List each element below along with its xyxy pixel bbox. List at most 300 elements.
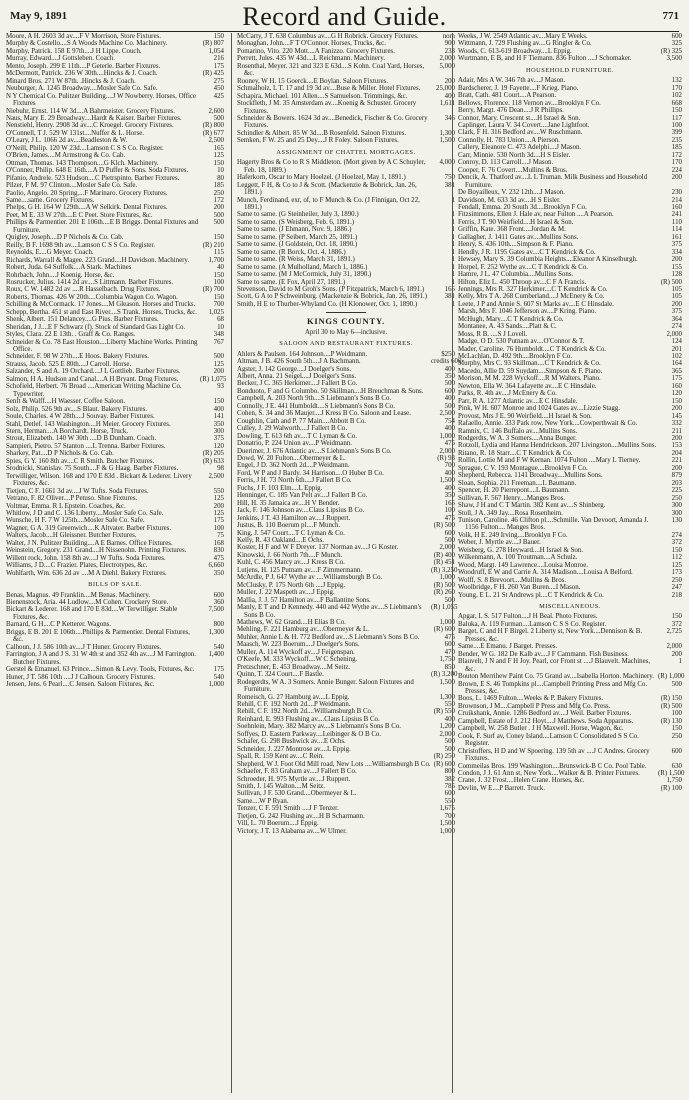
listing-entry xyxy=(458,55,682,62)
listing-entry xyxy=(458,219,682,226)
entry-amount: 128 xyxy=(671,271,682,279)
entry-amount: 224 xyxy=(671,166,682,174)
listing-entry xyxy=(458,226,682,233)
entry-text: Hamre, J L. 47 Columbia....Mullins Sons. xyxy=(458,271,574,279)
listing-entry xyxy=(458,137,682,144)
entry-amount: 4,000 xyxy=(439,159,455,167)
entry-text: Mallia, J. J. 57 Hamilton av....F Ballantine Sons. xyxy=(237,596,371,604)
entry-text: Naus, Mary E. 29 Broadway....Hardt & Kaiser. Barber Fixtures. xyxy=(6,114,182,122)
entry-amount: 500 xyxy=(444,402,455,410)
entry-text: Munch, Ferdinand, exr, of, to F Munch & Co. (J Finnigan, Oct 22, 1891.) xyxy=(237,196,420,211)
entry-text: Schmalholz, L T. 17 and 19 3d av....Buse & Miller. Hotel Fixtures. xyxy=(237,85,421,93)
entry-text: Schaefer, F. 83 Graham av....J Fallert B Co. xyxy=(237,768,357,776)
entry-amount: 500 xyxy=(444,738,455,746)
entry-amount: 1,700 xyxy=(208,256,224,264)
entry-text: Connolly, J E. 441 Humboldt....S Liebmann's Sons B Co. xyxy=(237,402,395,410)
entry-text: Solz, Philip. 526 9th av....S Blaut. Bakery Fixtures. xyxy=(6,405,147,413)
listing-entry xyxy=(237,234,455,241)
entry-amount: (R) 550 xyxy=(433,708,455,716)
listing-entry xyxy=(6,450,224,457)
entry-text: Same to same. (G Steinheiler, July 3, 1890.) xyxy=(237,211,359,219)
entry-text: Young, E L. 21 St Andrews pl....C T Kendrick & Co. xyxy=(458,591,604,599)
entry-text: Engel, J D. 362 North 2d....P Weidmann. xyxy=(237,462,350,470)
page-number: 771 xyxy=(662,10,679,22)
entry-amount: 200 xyxy=(671,300,682,308)
entry-text: Srodnicki, Stanislav. 75 South....F & G Haag. Barber Fixtures. xyxy=(6,465,179,473)
listing-entry xyxy=(458,465,682,472)
entry-amount: 200 xyxy=(213,204,224,212)
entry-text: Minard Bros. 271 W 87th. .Hincks & J. Coach. xyxy=(6,77,136,85)
listing-entry xyxy=(6,279,224,286)
listing-entry xyxy=(458,100,682,107)
entry-text: Schneider & Bowers. 1624 3d av....Benedick, Fischer & Co. Grocery Fixtures. xyxy=(237,114,428,130)
listing-entry xyxy=(237,589,455,596)
entry-text: Stahl, Detlef. 143 Washington....H Meier. Grocery Fixtures. xyxy=(6,420,171,428)
entry-text: Williams, J D....C Frazier. Plates, Electrotypes, &c. xyxy=(6,562,148,570)
listing-entry xyxy=(6,48,224,55)
entry-amount: 165 xyxy=(213,144,224,152)
entry-amount: 500 xyxy=(213,114,224,122)
entry-text: Salzander, S and A. 19 Orchard....J L Gottlieb. Barber Fixtures. xyxy=(6,368,181,376)
listing-entry xyxy=(458,769,685,777)
entry-text: Leete, J P and Annie S. 607 St Marks av....E C Hinsdale. xyxy=(458,300,614,308)
entry-amount: 381 xyxy=(444,293,455,301)
entry-amount: 350 xyxy=(213,569,224,577)
entry-text: Brown, E S. 46 Tompkins pl....Campbell Printing Press and Mfg Co. Presses, &c. xyxy=(458,680,648,695)
entry-text: Victory, J T. 13 Alabama av....W Ulmer. xyxy=(237,827,347,835)
entry-amount: 550 xyxy=(444,700,455,708)
entry-amount: 170 xyxy=(671,159,682,167)
entry-amount: 1,054 xyxy=(208,47,224,55)
entry-text: Bardscherer, J. 19 Fayette....F Krieg. Piano. xyxy=(458,84,579,92)
entry-text: Newton, Ella W. 364 Lafayette av....E C Hinsdale. xyxy=(458,382,597,390)
entry-amount: 700 xyxy=(213,301,224,309)
listing-entry xyxy=(6,137,224,144)
entry-amount: 381 xyxy=(444,181,455,189)
entry-amount: 168 xyxy=(213,539,224,547)
listing-entry xyxy=(458,279,682,286)
listing-entry xyxy=(6,517,224,524)
entry-amount: 300 xyxy=(671,509,682,517)
entry-text: Smith, J. 145 Walton....M Seitz. xyxy=(237,782,325,790)
listing-entry xyxy=(237,100,455,115)
entry-text: Muller, A. 114 Wyckoff av....J Feigenspan. xyxy=(237,648,355,656)
listing-entry xyxy=(458,256,682,263)
entry-text: Walters, Jacob....H Gleissner. Butcher Fixtures. xyxy=(6,532,137,540)
entry-amount: 600 xyxy=(213,591,224,599)
entry-text: Woolbridge, F H. 260 Van Buren....I Mason. xyxy=(458,584,581,592)
entry-text: Kinowski, J. 66 North 7th....F Munch. xyxy=(237,551,343,559)
entry-text: Maasch, W. 223 Boerum....J Doelger's Sons. xyxy=(237,641,360,649)
entry-text: Griffin, Kate. 368 Front....Jordan & M. xyxy=(458,226,566,234)
listing-entry xyxy=(237,159,455,174)
listing-entry xyxy=(6,167,224,174)
entry-amount: 372 xyxy=(671,539,682,547)
entry-amount: 600 xyxy=(444,387,455,395)
listing-entry xyxy=(458,435,682,442)
entry-text: Tenzer, C F. 591 Smith ....J F Tenzer. xyxy=(237,805,339,813)
listing-entry xyxy=(237,48,455,55)
entry-amount: 1,750 xyxy=(439,656,455,664)
entry-amount: 346 xyxy=(444,114,455,122)
listing-entry xyxy=(237,805,455,812)
entry-text: Koster, H F and W F Dreyer. 137 Norman av....J G Koster. xyxy=(237,544,399,552)
entry-amount: 132 xyxy=(671,77,682,85)
entry-amount: 475 xyxy=(444,633,455,641)
listing-entry xyxy=(237,395,455,402)
entry-text: Kelly, R. 43 Oakland....E Ochs. xyxy=(237,537,325,544)
entry-text: Bickart & Lederer. 168 and 170 E 83d....W Terwilliger. Stable Fixtures, &c. xyxy=(6,606,178,621)
entry-amount: 211 xyxy=(671,427,682,435)
entry-text: Soule, Charles. 4 W 28th....J Souvay. Barber Fixtures. xyxy=(6,413,155,421)
entry-text: Same to same. (J Goldstein, Oct. 18, 1890.) xyxy=(237,241,358,249)
listing-entry xyxy=(237,279,455,286)
listing-entry xyxy=(6,606,224,621)
listing-entry xyxy=(458,777,682,784)
entry-text: Lutjens, H. 125 Putnam av....F Zimmermann. xyxy=(237,566,363,574)
entry-text: Horpel, F. 252 Wythe av....C T Kendrick & Co. xyxy=(458,263,589,271)
entry-text: Kuhl, C. 456 Marcy av....J Kress B Co. xyxy=(237,559,345,567)
entry-amount: 1 xyxy=(451,256,455,264)
entry-amount: (R) 210 xyxy=(202,241,224,249)
entry-amount: 300 xyxy=(213,428,224,436)
entry-amount: 668 xyxy=(671,99,682,107)
listing-entry xyxy=(6,130,224,137)
entry-text: Pink, W H. 607 Monroe and 1024 Gates av....Lizzie Stagg. xyxy=(458,405,620,413)
entry-amount: 100 xyxy=(213,524,224,532)
entry-text: Murray, Edward....J Gottsleben. Coach. xyxy=(6,55,116,63)
listing-entry xyxy=(237,790,455,797)
entry-amount: 2,000 xyxy=(439,730,455,738)
listing-entry xyxy=(237,492,455,499)
listing-entry xyxy=(458,159,682,166)
entry-text: Marsh, Mrs F. 1046 Jefferson av....P Kring. Piano. xyxy=(458,308,597,316)
entry-text: Quigley, Joseph....D P Nichols & Co. Cab. xyxy=(6,234,124,242)
entry-amount: 150 xyxy=(671,397,682,405)
entry-amount: 274 xyxy=(671,323,682,331)
entry-text: Morison, M M. 228 Wyckoff....R M Walters. Piano. xyxy=(458,375,601,383)
entry-amount: 150 xyxy=(671,107,682,115)
entry-amount: (R) 3,250 xyxy=(431,566,458,574)
entry-text: Terwilliger, Wilson. 168 and 170 E 83d . Bickart & Lederer. Livery Fixtures, &c. xyxy=(6,472,192,488)
entry-text: Moore, A H. 2603 3d av....F V Morrison, Store Fixtures. xyxy=(6,33,161,40)
listing-entry xyxy=(237,515,455,522)
listing-entry xyxy=(237,768,455,775)
entry-amount: 334 xyxy=(671,248,682,256)
entry-text: Muller, J. 22 Maspeth av....J Eppig. xyxy=(237,589,335,597)
listing-entry xyxy=(458,249,682,256)
entry-text: Christoffers, H D and W Spoering. 139 5th av ....J C Andres. Grocery Fixtures. xyxy=(458,747,650,763)
listing-entry xyxy=(237,694,455,701)
listing-entry xyxy=(6,435,224,442)
entry-amount: 110 xyxy=(671,218,682,226)
entry-amount: 382 xyxy=(444,775,455,783)
entry-text: Tietjen, G. 242 Flushing av....H B Scharmann. xyxy=(237,812,365,820)
entry-text: Perrett, Jules. 435 W 43d....L Reichmann. Machinery. xyxy=(237,55,385,63)
listing-entry xyxy=(458,353,682,360)
entry-amount: 400 xyxy=(213,405,224,413)
listing-entry xyxy=(237,641,455,648)
entry-text: Mento, Joseph. 299 E 11th....P Geterle. Barber Fixtures. xyxy=(6,62,161,70)
entry-text: Rosrucker, Julius. 1414 2d av....S Littmann. Barber Fixtures. xyxy=(6,278,174,286)
entry-amount: 879 xyxy=(671,472,682,480)
entry-amount: 150 xyxy=(213,271,224,279)
listing-entry xyxy=(237,440,455,447)
entry-amount: 600 xyxy=(444,641,455,649)
entry-text: Robert, Juda. 64 Suffolk....A Stark. Machines xyxy=(6,264,132,272)
section-heading: ASSIGNMENT OF CHATTEL MORTGAGES. xyxy=(276,148,416,156)
listing-entry xyxy=(6,55,224,62)
listing-entry xyxy=(237,470,455,477)
entry-amount: 1 xyxy=(451,196,455,204)
listing-entry xyxy=(458,681,682,696)
listing-entry xyxy=(6,681,224,688)
entry-amount: 375 xyxy=(671,308,682,316)
listing-entry xyxy=(458,368,682,375)
entry-text: Niebuhr, Ernst. 114 W 3d....A Bahrmeister. Grocery Fixtures. xyxy=(6,107,175,115)
section-heading: BILLS OF SALE. xyxy=(88,581,142,589)
entry-text: De Boyailleux, V. 232 12th....J Mason. xyxy=(458,189,565,197)
entry-text: Macedo, Allie D. 59 Suydam....Simpson & F. Piano. xyxy=(458,367,603,375)
entry-amount: 830 xyxy=(213,547,224,555)
entry-text: Schilling & McCormack. 17 Jones....M Gleason. Horses and Trucks. xyxy=(6,301,196,309)
listing-entry xyxy=(458,554,682,561)
entry-text: Albert, Anna. 21 Seigel....J Doelger's Sons. xyxy=(237,373,357,381)
listing-entry xyxy=(237,597,455,604)
entry-amount: 400 xyxy=(444,469,455,477)
entry-text: Parr, R A. 1277 Atlantic av....E C Hinsdale. xyxy=(458,397,578,405)
entry-amount: 164 xyxy=(671,360,682,368)
entry-text: Caplinger, Laura V. 34 Covert....Jane Lightfoot. xyxy=(458,121,590,129)
listing-entry xyxy=(458,532,682,539)
listing-entry xyxy=(6,368,224,375)
entry-amount: 375 xyxy=(213,435,224,443)
entry-text: Rotzoll, Lydia and Hanna Hendrickson. 207 Livingston....Mullins Sons. xyxy=(458,442,657,450)
section-heading: SALOON AND RESTAURANT FIXTURES. xyxy=(279,340,413,348)
entry-amount: (R) 205 xyxy=(202,450,224,458)
entry-text: Same to same. (R Borck, Oct. 4, 1886.) xyxy=(237,248,346,256)
entry-amount: 170 xyxy=(671,84,682,92)
section-subheading: April 30 to May 6—inclusive. xyxy=(304,328,388,336)
listing-entry xyxy=(237,241,455,248)
listing-entry xyxy=(6,473,224,488)
entry-amount: 233 xyxy=(444,47,455,55)
entry-amount: 450 xyxy=(213,85,224,93)
entry-amount: 200 xyxy=(671,256,682,264)
entry-amount: 145 xyxy=(671,412,682,420)
listing-entry xyxy=(458,271,682,278)
entry-amount: 400 xyxy=(444,715,455,723)
listing-entry xyxy=(458,331,682,338)
entry-text: Rehill, C F. 192 North 2d....P Weidmann. xyxy=(237,700,351,708)
entry-text: Coughlin, Cath and P. 77 Main....Abbott B Co. xyxy=(237,417,367,425)
entry-amount: 2,500 xyxy=(208,137,224,145)
entry-amount: (R) 600 xyxy=(433,626,455,634)
listing-entry xyxy=(237,649,455,656)
listing-entry xyxy=(237,418,455,425)
listing-entry xyxy=(6,108,224,115)
entry-amount: (R) 400 xyxy=(433,551,455,559)
entry-text: Wilkenmann, A. 100 Troutman....A Schulz. xyxy=(458,554,578,562)
entry-text: Jenkins, J T. 43 Hamilton av....J Ruppert. xyxy=(237,514,351,522)
entry-text: Weinstein, Gregory. 231 Grand....H Nissenohn. Printing Fixtures. xyxy=(6,547,187,555)
entry-amount: 80 xyxy=(217,174,224,182)
listing-entry xyxy=(6,562,224,569)
entry-text: O'Neill, Philip. 120 W 23d....Lamson C S S Co. Register. xyxy=(6,144,164,152)
entry-amount: 325 xyxy=(671,40,682,48)
listing-entry xyxy=(458,77,682,84)
entry-amount: 185 xyxy=(213,182,224,190)
entry-text: Schneider, J. 227 Montrose av....L Eppig. xyxy=(237,745,351,753)
entry-amount: 216 xyxy=(213,55,224,63)
listing-entry xyxy=(6,204,224,211)
entry-text: Justus, B. 110 Boerum pl....F Munch. xyxy=(237,522,341,530)
entry-text: Walter, J N. Pulitzer Building....A E Barnes. Office Fixtures. xyxy=(6,539,173,547)
listing-entry xyxy=(237,507,455,514)
entry-text: Schapira, Michael. 101 Allen....S Samuelson. Trimmings, &c. xyxy=(237,92,408,100)
entry-amount: 98 xyxy=(217,465,224,473)
entry-text: Rooney, W H. 15 Goerck....E Boylan. Saloon Fixtures. xyxy=(237,77,389,85)
entry-amount: 6,660 xyxy=(208,562,224,570)
listing-entry xyxy=(458,517,682,532)
entry-amount: (R) 100 xyxy=(660,784,682,792)
section-rule xyxy=(326,312,366,313)
entry-amount: 125 xyxy=(213,495,224,503)
listing-entry xyxy=(237,738,455,745)
entry-text: Sheridan, J J....E F Schwarz (f). Stock of Standard Gas Light Co. xyxy=(6,323,186,331)
entry-text: McHugh, Mary....C T Kendrick & Co. xyxy=(458,315,564,323)
entry-amount: 1,400 xyxy=(208,651,224,659)
entry-amount: 25,000 xyxy=(436,85,455,93)
entry-text: Shepherd, W J. Foot Old Mill road, New Lots ....Williamsburgh B Co. xyxy=(237,760,431,768)
entry-text: Fuchs, J F. 103 Elm....L Eppig. xyxy=(237,484,323,492)
entry-text: Shaw, J H and C T Martin. 382 Kent av....S Shinberg. xyxy=(458,502,606,510)
entry-text: Same to same. (S Weisberg, Feb. 6, 1891.) xyxy=(237,218,355,226)
entry-amount: 500 xyxy=(213,353,224,361)
entry-text: Cooper, F. 76 Covert....Mullins & Bros. xyxy=(458,166,568,174)
entry-amount: (R) 325 xyxy=(660,47,682,55)
entry-text: Rohrbach, John....J Koenig. Horse, &c. xyxy=(6,271,115,279)
entry-amount: 102 xyxy=(671,92,682,100)
entry-text: Clark, F H. 316 Bedford av....W Ruschmann. xyxy=(458,129,583,137)
listing-entry xyxy=(458,144,682,151)
entry-amount: 785 xyxy=(444,782,455,790)
entry-text: Smith, H E to Thurber-Whyland Co. (H Klonower, Oct. 1, 1890.) xyxy=(237,300,418,308)
entry-amount: 125 xyxy=(213,360,224,368)
entry-amount: (R) 250 xyxy=(433,753,455,761)
listing-entry xyxy=(6,190,224,197)
entry-text: Shepherd, Rebecca. 1141 Broadway....Mullins Sons. xyxy=(458,472,603,480)
entry-amount: 300 xyxy=(671,502,682,510)
entry-text: Sullivan, J F. 530 Grand....Obermeyer & L. xyxy=(237,790,357,798)
entry-text: Agster, J. 142 George....J Doelger's Sons. xyxy=(237,365,352,373)
entry-text: Schafer, G. 298 Bushwick av....E Ochs. xyxy=(237,738,346,746)
entry-amount: 2,000 xyxy=(439,447,455,455)
listing-entry xyxy=(237,211,455,218)
entry-amount: 550 xyxy=(444,797,455,805)
entry-text: O'Connell, T J. 529 W 131st....Nuffer & L. Horse. xyxy=(6,129,145,137)
entry-text: Hill, H. 35 Jamaica av....H V Bender. xyxy=(237,499,340,507)
entry-amount: 2,000 xyxy=(666,643,682,651)
listing-entry xyxy=(458,613,682,620)
entry-amount: 68 xyxy=(217,316,224,324)
listing-entry xyxy=(6,525,224,532)
listing-entry xyxy=(458,167,682,174)
entry-text: King, J. 547 Court....T C Lyman & Co. xyxy=(237,529,345,537)
entry-amount: 10 xyxy=(217,167,224,175)
listing-entry xyxy=(237,485,455,492)
entry-amount: 150 xyxy=(213,398,224,406)
entry-text: Spall, R. 159 Kent av....C Rein. xyxy=(237,753,324,761)
entry-amount: 1,200 xyxy=(439,723,455,731)
entry-amount: 500 xyxy=(444,380,455,388)
entry-text: Tietjen, C F. 1661 3d av....J W Tufts. Soda Fixtures. xyxy=(6,487,149,495)
entry-text: Weeks, J W. 2549 Atlantic av....Mary E Weeks. xyxy=(458,33,588,40)
listing-entry xyxy=(458,375,682,382)
entry-amount: 425 xyxy=(213,92,224,100)
listing-entry xyxy=(458,40,682,47)
entry-text: Rehill, C F. 192 North 2d....Williamsburgh B Co. xyxy=(237,708,373,716)
listing-entry xyxy=(6,555,224,562)
listing-entry xyxy=(6,666,224,673)
entry-text: Gerstel & Emanuel. 63 Prince....Simon & Levy. Tools, Fixtures, &c. xyxy=(6,666,195,674)
entry-amount: 172 xyxy=(213,196,224,204)
listing-entry xyxy=(6,532,224,539)
issue-date: May 9, 1891 xyxy=(10,10,68,22)
entry-text: Devlin, W E....P Barrett. Truck. xyxy=(458,784,545,792)
entry-amount: 93 xyxy=(217,383,224,391)
entry-amount: 221 xyxy=(671,457,682,465)
listing-entry xyxy=(458,457,682,464)
entry-amount: 160 xyxy=(671,203,682,211)
entry-amount: 1 xyxy=(451,278,455,286)
entry-amount: 600 xyxy=(671,747,682,755)
entry-text: Phelps, G H. 164 W 129th....A W Selkirk. Dental Fixtures. xyxy=(6,204,168,212)
listing-entry xyxy=(458,152,682,159)
entry-text: Same....W P Ryan. xyxy=(237,797,289,805)
entry-amount: 2,500 xyxy=(208,472,224,480)
entry-text: Ford, W P and J Bardy. 34 Harrison....O Huber B Co. xyxy=(237,469,384,477)
entry-text: Schindler & Albert. 85 W 3d....B Rosenfeld. Saloon Fixtures. xyxy=(237,129,407,137)
listing-entry xyxy=(6,234,224,241)
listing-entry xyxy=(237,256,455,263)
entry-amount: 540 xyxy=(213,643,224,651)
listing-entry xyxy=(458,695,682,702)
entry-amount: 1,000 xyxy=(208,680,224,688)
entry-text: Same to same. (P Seibert, March 25, 1891.) xyxy=(237,233,358,241)
listing-entry xyxy=(458,316,682,323)
entry-amount: 500 xyxy=(213,211,224,219)
entry-text: Woods, C. 613-619 Broadway....L Eppig. xyxy=(458,47,572,55)
listing-entry xyxy=(6,339,224,354)
entry-amount: (R) 425 xyxy=(202,70,224,78)
entry-text: O'Brien, James....M Armstrong & Co. Cab. xyxy=(6,152,126,160)
listing-entry xyxy=(6,488,224,495)
listing-entry xyxy=(458,293,682,300)
entry-text: Cruikshank, Annie. 1286 Bedford av....J Weil. Barber Fixtures. xyxy=(458,710,632,718)
listing-entry xyxy=(6,353,224,360)
listing-entry xyxy=(237,820,455,827)
listing-entry xyxy=(6,406,224,413)
listing-entry xyxy=(237,93,455,100)
listing-entry xyxy=(237,293,455,300)
entry-text: Semken, F W. 25 and 25 Dey....J R Foley. Saloon Fixtures. xyxy=(237,137,399,145)
listing-entry xyxy=(237,197,455,212)
listing-entry xyxy=(458,539,682,546)
entry-amount: 125 xyxy=(213,510,224,517)
listing-entry xyxy=(458,241,682,248)
entry-text: Same to same. (E Fox, April 27, 1891.) xyxy=(237,278,346,286)
